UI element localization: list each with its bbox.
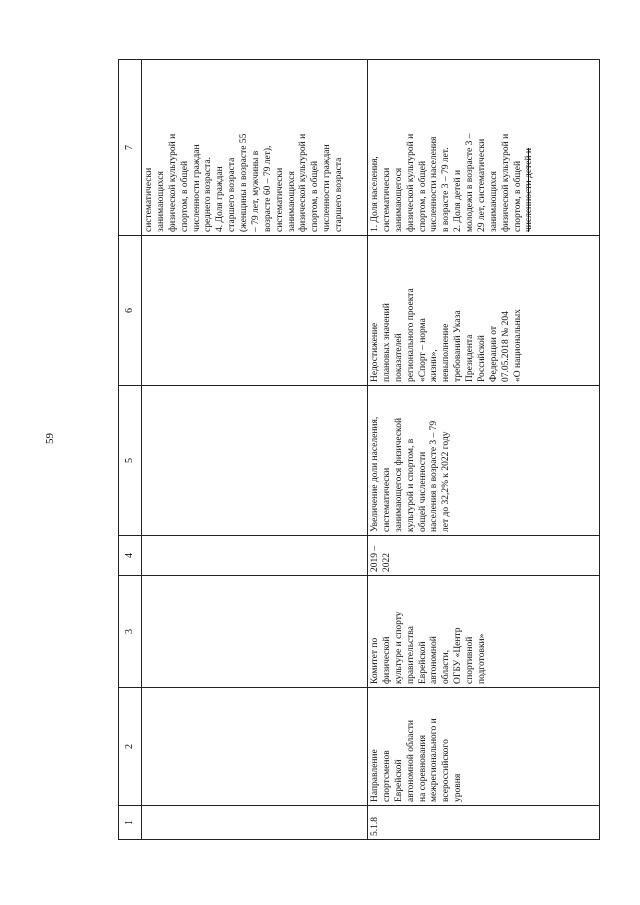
cont-cell-1 — [142, 806, 368, 840]
table-row-5-1-8 — [368, 60, 600, 840]
expected-result: Увеличение доли населения, систематически занимающегося физической культурой и спортом, в общей численности населения в возрасте 3 – 79 лет до 32,2% к 2022 году — [368, 386, 600, 536]
header-col-4: 4 — [119, 536, 142, 576]
row-number: 5.1.8 — [368, 806, 600, 840]
cont-cell-5 — [142, 386, 368, 536]
measure-name: Направление спортсменов Еврейской автономной области на соревнования межрегионального и всероссийского уровня — [368, 688, 600, 806]
table-row-continuation — [142, 60, 368, 840]
page-number: 59 — [44, 433, 56, 444]
responsible-executor: Комитет по физической культуре и спорту правительства Еврейской автономной области, ОГБУ «Центр спортивной подготовки» — [368, 576, 600, 688]
rotated-page-content — [118, 60, 600, 840]
cont-cell-2 — [142, 688, 368, 806]
cont-cell-3 — [142, 576, 368, 688]
header-col-3: 3 — [119, 576, 142, 688]
measures-table — [118, 59, 600, 840]
indicators-cell — [368, 60, 600, 236]
header-col-5: 5 — [119, 386, 142, 536]
indicators-text: 1. Доля населения, систематически занимающегося физической культурой и спортом, в общей численности населения в возрасте 3 – 79 лет. 2. Доля детей и молодежи в возрасте 3 – 29 лет, систематически занимающихся физической культурой и спортом, в общей — [370, 133, 523, 232]
header-row — [119, 60, 142, 840]
cont-cell-6 — [142, 236, 368, 386]
indicators-struck-text: численности детей и — [524, 148, 535, 232]
header-col-7: 7 — [119, 60, 142, 236]
header-col-6: 6 — [119, 236, 142, 386]
implementation-period: 2019 – 2022 — [368, 536, 600, 576]
cont-cell-7: систематически занимающихся физической культурой и спортом, в общей численности граждан среднего возраста. 4. Доля граждан старшего возраста (женщины в возрасте 55 – 79 лет, мужчины в возрасте 60 – 79 лет), систематически занимающихся физической культурой и спортом, в общей численности граждан старшего возраста — [142, 60, 368, 236]
header-col-1: 1 — [119, 806, 142, 840]
cont-cell-4 — [142, 536, 368, 576]
header-col-2: 2 — [119, 688, 142, 806]
consequences: Недостижение плановых значений показателей регионального проекта «Спорт – норма жизни», невыполнение требований Указа Президента Российской Федерации от 07.05.2018 № 204 «О национальных — [368, 236, 600, 386]
